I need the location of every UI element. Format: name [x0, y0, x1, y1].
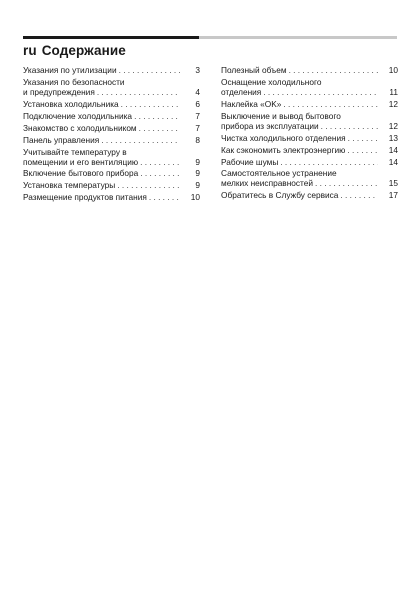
toc-entry-page: 8	[195, 134, 200, 145]
title-text: Содержание	[41, 43, 126, 58]
toc-entry-title-line: Установка холодильника	[23, 98, 119, 109]
toc-entry-page: 9	[195, 156, 200, 167]
toc-entry[interactable]	[221, 66, 398, 76]
toc-entry-title-line: прибора из эксплуатации	[221, 120, 319, 131]
toc-entry[interactable]	[221, 158, 398, 168]
dot-leader	[119, 100, 180, 110]
toc-entry-title-line: Учитывайте температуру в	[23, 146, 127, 157]
dot-leader	[313, 179, 378, 189]
toc-column-right	[221, 66, 398, 203]
toc-entry-title-line: Наклейка «OK»	[221, 98, 282, 109]
toc-entry[interactable]	[23, 169, 200, 179]
toc-entry[interactable]	[23, 66, 200, 76]
dot-leader	[115, 181, 180, 191]
toc-entry-page: 17	[388, 190, 398, 201]
toc-entry-page: 12	[388, 120, 398, 131]
toc-entry-title-line: Оснащение холодильного	[221, 76, 322, 87]
dot-leader	[95, 88, 180, 98]
toc-entry[interactable]	[23, 181, 200, 191]
dot-leader	[338, 191, 378, 201]
page-title	[23, 43, 126, 58]
toc-entry-title-line: Подключение холодильника	[23, 110, 133, 121]
toc-entry-page: 15	[388, 178, 398, 189]
toc-entry[interactable]	[23, 78, 200, 98]
toc-entry-page: 3	[195, 65, 200, 75]
toc-entry-page: 9	[195, 168, 200, 179]
dot-leader	[319, 122, 378, 132]
dot-leader	[117, 66, 180, 76]
toc-entry[interactable]	[221, 191, 398, 201]
dot-leader	[138, 169, 180, 179]
dot-leader	[99, 136, 180, 146]
dot-leader	[261, 88, 378, 98]
toc-entry[interactable]	[23, 100, 200, 110]
toc-entry[interactable]	[221, 78, 398, 98]
toc-entry-page: 6	[195, 98, 200, 109]
toc-entry-title-line: Рабочие шумы	[221, 156, 279, 167]
dot-leader	[345, 146, 378, 156]
toc-entry[interactable]	[23, 148, 200, 168]
dot-leader	[147, 193, 180, 203]
dot-leader	[278, 158, 378, 168]
toc-entry-title-line: Обратитесь в Службу сервиса	[221, 190, 339, 201]
toc-entry-title-line: Панель управления	[23, 134, 100, 145]
toc-entry-page: 11	[389, 86, 398, 97]
toc-entry[interactable]	[221, 134, 398, 144]
dot-leader	[132, 112, 180, 122]
dot-leader	[138, 158, 180, 168]
dot-leader	[287, 66, 378, 76]
toc-entry-title-line: Как сэкономить электроэнергию	[221, 144, 346, 155]
toc-entry-title-line: помещении и его вентиляцию	[23, 156, 139, 167]
toc-entry-title-line: Самостоятельное устранение	[221, 168, 337, 179]
toc-entry-title-line: Чистка холодильного отделения	[221, 132, 346, 143]
toc-entry-page: 9	[195, 180, 200, 191]
toc-entry[interactable]	[23, 193, 200, 203]
toc-entry-title-line: и предупреждения	[23, 86, 95, 97]
language-code: ru	[23, 43, 37, 58]
dot-leader	[346, 134, 378, 144]
toc-entry-title-line: Полезный объем	[221, 65, 287, 75]
toc-entry-title-line: Установка температуры	[23, 180, 116, 191]
toc-entry[interactable]	[221, 100, 398, 110]
toc-entry[interactable]	[23, 124, 200, 134]
toc-entry-title-line: Выключение и вывод бытового	[221, 110, 341, 121]
header-rule-grey	[199, 36, 397, 39]
toc-entry[interactable]	[221, 169, 398, 189]
toc-entry-title-line: отделения	[221, 86, 262, 97]
toc-entry[interactable]	[221, 112, 398, 132]
toc-entry-title-line: мелких неисправностей	[221, 178, 314, 189]
toc-entry-page: 4	[195, 86, 200, 97]
toc-entry[interactable]	[23, 112, 200, 122]
toc-entry-title-line: Включение бытового прибора	[23, 168, 139, 179]
toc-entry[interactable]	[23, 136, 200, 146]
toc-entry-page: 14	[388, 156, 398, 167]
toc-entry-page: 12	[388, 98, 398, 109]
toc-column-left	[23, 66, 200, 205]
toc-entry-title-line: Указания по безопасности	[23, 76, 125, 87]
toc-entry-page: 7	[195, 110, 200, 121]
toc-entry-page: 7	[195, 122, 200, 133]
toc-entry-page: 10	[190, 192, 200, 203]
toc-entry-title-line: Размещение продуктов питания	[23, 192, 147, 203]
dot-leader	[281, 100, 378, 110]
toc-entry-title-line: Знакомство с холодильником	[23, 122, 137, 133]
toc-entry-title-line: Указания по утилизации	[23, 65, 117, 75]
toc-entry[interactable]	[221, 146, 398, 156]
toc-entry-page: 14	[388, 144, 398, 155]
toc-entry-page: 13	[388, 132, 398, 143]
toc-entry-page: 10	[388, 65, 398, 75]
header-rule	[23, 36, 199, 39]
dot-leader	[137, 124, 180, 134]
